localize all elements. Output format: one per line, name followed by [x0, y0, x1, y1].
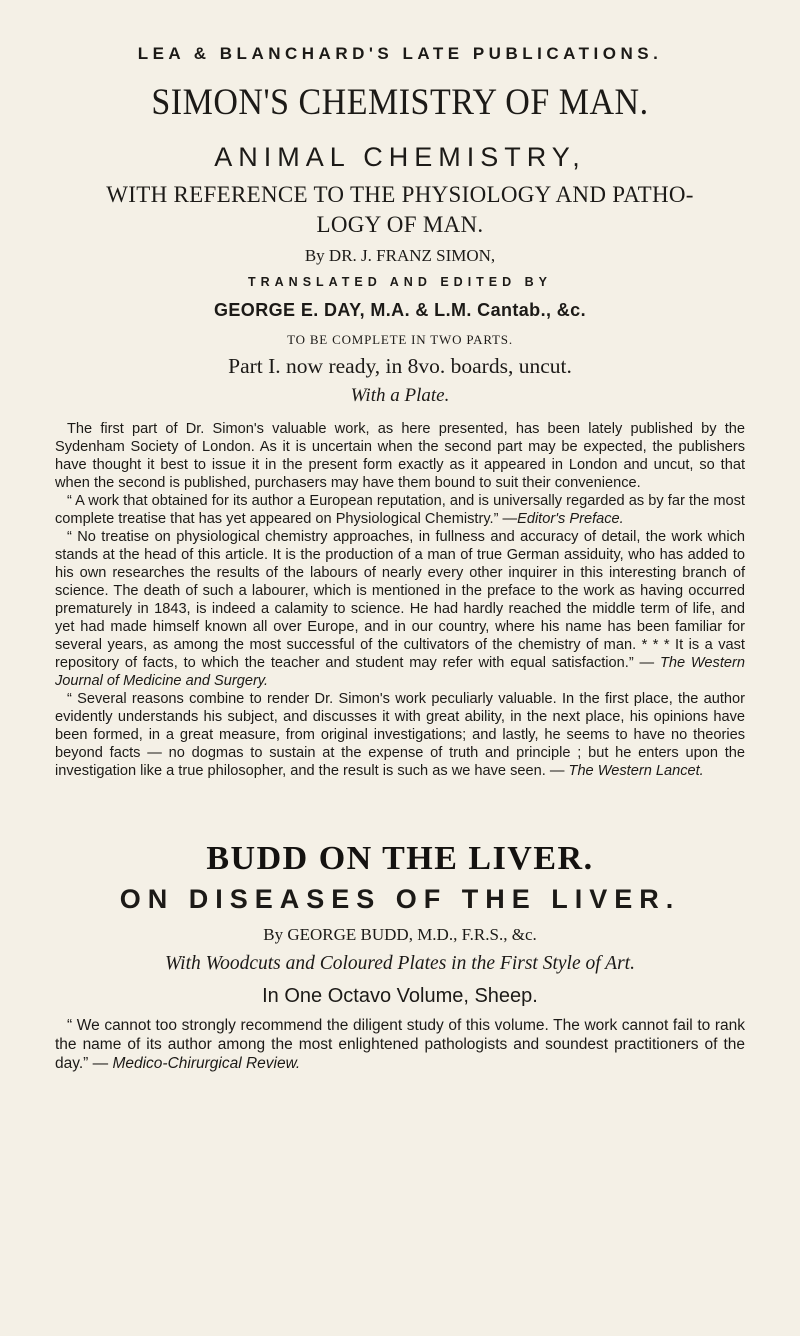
- quote1-text: “ A work that obtained for its author a European reputation, and is universally regarded as by far the most complete treatise that has yet appeared on Physiological Chemistry.” —: [55, 493, 745, 527]
- quote3-source: The Western Lancet.: [568, 763, 704, 779]
- book1-quote2: [55, 528, 745, 690]
- book2-author: By GEORGE BUDD, M.D., F.R.S., &c.: [263, 925, 537, 944]
- book2-title: BUDD ON THE LIVER.: [206, 840, 594, 877]
- quote1-source: Editor's Preface.: [517, 511, 624, 527]
- quote3-text: “ Several reasons combine to render Dr. Simon's work peculiarly valuable. In the first place, the author evidently understands his subject, and discusses it with great ability, in the next place, his opinions have been formed, in a great measure, from original investigations; and lastly, he seems to have no theories beyond facts — no dogmas to sustain at the expense of truth and principle ; but he enters upon the investigation like a true philosopher, and the result is such as we have seen. —: [55, 691, 745, 779]
- book2-subtitle: ON DISEASES OF THE LIVER.: [119, 884, 681, 914]
- book2-review: [55, 1016, 745, 1073]
- book1-title: SIMON'S CHEMISTRY OF MAN.: [151, 82, 649, 123]
- book1-complete-note: TO BE COMPLETE IN TWO PARTS.: [287, 332, 513, 347]
- book1-editor: GEORGE E. DAY, M.A. & L.M. Cantab., &c.: [214, 300, 586, 320]
- book1-reference-line1: WITH REFERENCE TO THE PHYSIOLOGY AND PATHO-: [106, 182, 694, 207]
- book1-translated-by: TRANSLATED AND EDITED BY: [247, 275, 553, 289]
- book1-quote3: [55, 690, 745, 780]
- book1-quote1: [55, 492, 745, 528]
- book2-woodcuts-note: With Woodcuts and Coloured Plates in the First Style of Art.: [165, 953, 635, 974]
- book2-quote-source: Medico-Chirurgical Review.: [112, 1055, 301, 1072]
- book1-part-availability: Part I. now ready, in 8vo. boards, uncut.: [228, 354, 572, 378]
- book1-reference-line2: LOGY OF MAN.: [316, 212, 484, 237]
- book1-plate-note: With a Plate.: [350, 385, 450, 406]
- book2-quote: [55, 1016, 745, 1073]
- quote2-text: “ No treatise on physiological chemistry approaches, in fullness and accuracy of detail, the work which stands at the head of this article. It is the production of a man of true German assiduity, who has added to his own researches the results of the labours of nearly every other inquirer in this interesting branch of science. The death of such a labourer, which is mentioned in the preface to the work as having occurred prematurely in 1843, is indeed a calamity to science. He had hardly reached the middle term of life, and yet had made himself known all over Europe, and in our country, where his name has been familiar for several years, as among the most successful of the cultivators of the chemistry of man. * * * It is a vast repository of facts, to which the teacher and student may refer with equal satisfaction.” —: [55, 529, 745, 671]
- book2-volume-note: In One Octavo Volume, Sheep.: [262, 985, 538, 1007]
- book1-subtitle: ANIMAL CHEMISTRY,: [214, 142, 586, 172]
- book1-author: By DR. J. FRANZ SIMON,: [304, 246, 496, 265]
- book1-paragraph: The first part of Dr. Simon's valuable work, as here presented, has been lately published by the Sydenham Society of London. As it is uncertain when the second part may be expected, the publishers have thought it best to issue it in the present form exactly as it appeared in London and uncut, so that when the second is published, purchasers may have them bound to suit their convenience.: [55, 421, 745, 491]
- running-head: LEA & BLANCHARD'S LATE PUBLICATIONS.: [137, 44, 663, 63]
- book1-description: [55, 420, 745, 780]
- quote2-source: The Western Journal of Medicine and Surgery.: [55, 655, 745, 689]
- book2-quote-text: “ We cannot too strongly recommend the diligent study of this volume. The work cannot fail to rank the name of its author among the most enlightened pathologists and soundest practitioners of the day.” —: [55, 1017, 745, 1072]
